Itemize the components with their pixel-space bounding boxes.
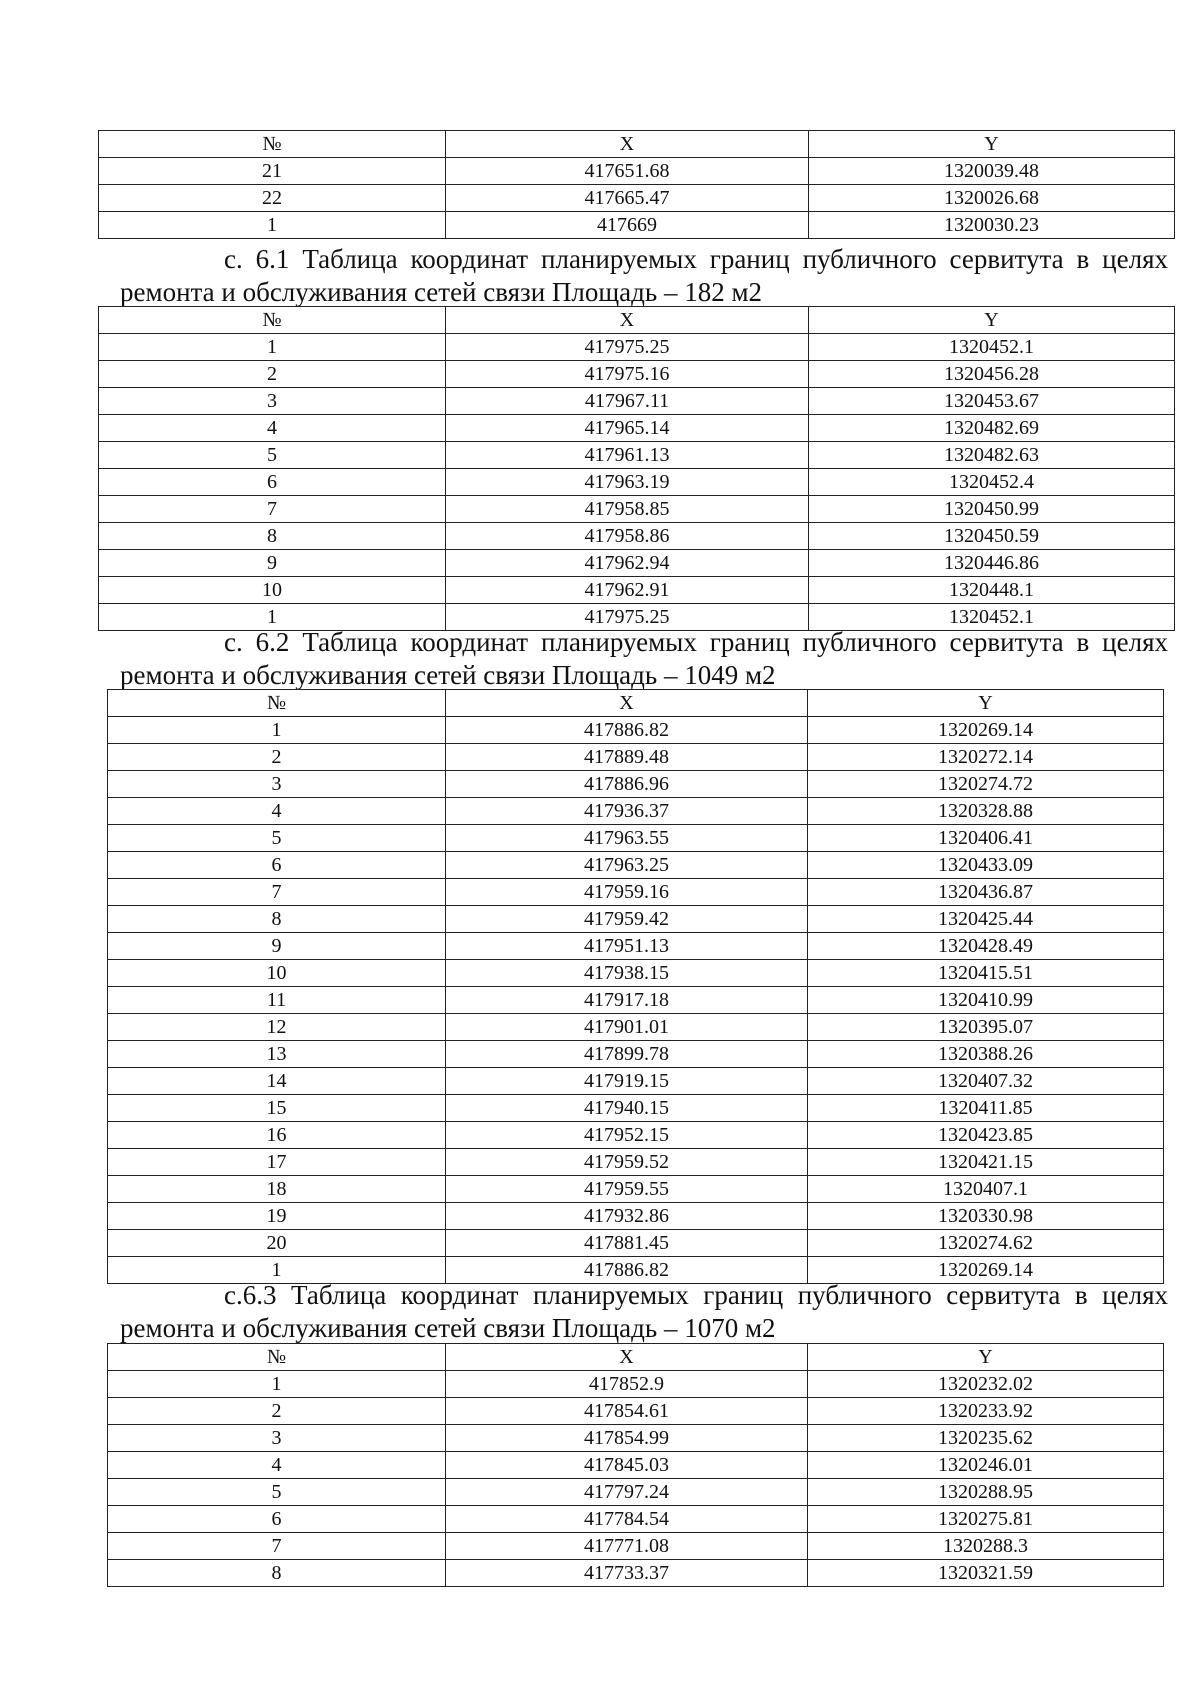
- table-row: [108, 1041, 1164, 1068]
- point-number: 6: [99, 469, 446, 496]
- caption-line: с. 6.2 Таблица координат планируемых границ публичного сервитута в целях: [224, 627, 1168, 657]
- table-row: [108, 987, 1164, 1014]
- point-number: 5: [108, 825, 446, 852]
- point-number: 10: [99, 577, 446, 604]
- y-coordinate: 1320415.51: [808, 960, 1164, 987]
- y-coordinate: 1320328.88: [808, 798, 1164, 825]
- y-coordinate: 1320448.1: [809, 577, 1175, 604]
- table-row: [99, 550, 1175, 577]
- y-coordinate: 1320428.49: [808, 933, 1164, 960]
- x-coordinate: 417967.11: [446, 388, 809, 415]
- point-number: 1: [108, 1371, 446, 1398]
- table-row: [108, 1149, 1164, 1176]
- point-number: 15: [108, 1095, 446, 1122]
- y-coordinate: 1320482.63: [809, 442, 1175, 469]
- x-coordinate: 417886.96: [446, 771, 808, 798]
- header-y: Y: [809, 131, 1175, 158]
- x-coordinate: 417889.48: [446, 744, 808, 771]
- x-coordinate: 417852.9: [446, 1371, 808, 1398]
- point-number: 6: [108, 852, 446, 879]
- point-number: 22: [99, 185, 446, 212]
- point-number: 1: [108, 1257, 446, 1284]
- table-body: [108, 717, 1164, 1284]
- point-number: 9: [99, 550, 446, 577]
- point-number: 9: [108, 933, 446, 960]
- section-caption-6-3: [120, 1279, 1168, 1345]
- point-number: 7: [108, 1533, 446, 1560]
- table-row: [108, 1479, 1164, 1506]
- section-caption-6-2: [120, 626, 1168, 692]
- header-x: X: [446, 1344, 808, 1371]
- coordinates-table-6-3: [107, 1343, 1164, 1587]
- table-row: [108, 1176, 1164, 1203]
- point-number: 6: [108, 1506, 446, 1533]
- point-number: 16: [108, 1122, 446, 1149]
- x-coordinate: 417958.85: [446, 496, 809, 523]
- x-coordinate: 417881.45: [446, 1230, 808, 1257]
- table-row: [108, 1425, 1164, 1452]
- table-row: [108, 1506, 1164, 1533]
- header-number: №: [99, 307, 446, 334]
- table-row: [99, 523, 1175, 550]
- point-number: 11: [108, 987, 446, 1014]
- point-number: 5: [99, 442, 446, 469]
- y-coordinate: 1320452.1: [809, 604, 1175, 631]
- x-coordinate: 417917.18: [446, 987, 808, 1014]
- y-coordinate: 1320410.99: [808, 987, 1164, 1014]
- point-number: 8: [108, 1560, 446, 1587]
- header-number: №: [108, 1344, 446, 1371]
- x-coordinate: 417959.42: [446, 906, 808, 933]
- table-row: [108, 933, 1164, 960]
- y-coordinate: 1320446.86: [809, 550, 1175, 577]
- header-x: X: [446, 307, 809, 334]
- section-caption-6-1: [120, 243, 1168, 309]
- point-number: 2: [108, 744, 446, 771]
- coordinates-table-6-1: [98, 306, 1175, 631]
- y-coordinate: 1320269.14: [808, 717, 1164, 744]
- table-body: [108, 1371, 1164, 1587]
- y-coordinate: 1320482.69: [809, 415, 1175, 442]
- x-coordinate: 417963.55: [446, 825, 808, 852]
- y-coordinate: 1320288.3: [808, 1533, 1164, 1560]
- header-y: Y: [808, 690, 1164, 717]
- x-coordinate: 417963.25: [446, 852, 808, 879]
- table-row: [99, 158, 1175, 185]
- x-coordinate: 417771.08: [446, 1533, 808, 1560]
- y-coordinate: 1320039.48: [809, 158, 1175, 185]
- table-row: [108, 1014, 1164, 1041]
- x-coordinate: 417961.13: [446, 442, 809, 469]
- table-row: [108, 1230, 1164, 1257]
- table-row: [108, 1533, 1164, 1560]
- point-number: 4: [99, 415, 446, 442]
- table-header-row: [99, 131, 1175, 158]
- point-number: 7: [99, 496, 446, 523]
- table-row: [108, 717, 1164, 744]
- point-number: 10: [108, 960, 446, 987]
- y-coordinate: 1320411.85: [808, 1095, 1164, 1122]
- x-coordinate: 417733.37: [446, 1560, 808, 1587]
- x-coordinate: 417899.78: [446, 1041, 808, 1068]
- x-coordinate: 417959.55: [446, 1176, 808, 1203]
- header-x: X: [446, 690, 808, 717]
- header-x: X: [446, 131, 809, 158]
- point-number: 14: [108, 1068, 446, 1095]
- y-coordinate: 1320453.67: [809, 388, 1175, 415]
- point-number: 5: [108, 1479, 446, 1506]
- point-number: 2: [108, 1398, 446, 1425]
- x-coordinate: 417952.15: [446, 1122, 808, 1149]
- table-row: [108, 1452, 1164, 1479]
- point-number: 1: [99, 604, 446, 631]
- y-coordinate: 1320388.26: [808, 1041, 1164, 1068]
- table-row: [108, 798, 1164, 825]
- caption-line: ремонта и обслуживания сетей связи Площадь – 182 м2: [120, 277, 763, 307]
- x-coordinate: 417936.37: [446, 798, 808, 825]
- x-coordinate: 417845.03: [446, 1452, 808, 1479]
- y-coordinate: 1320235.62: [808, 1425, 1164, 1452]
- point-number: 4: [108, 1452, 446, 1479]
- point-number: 3: [99, 388, 446, 415]
- y-coordinate: 1320450.99: [809, 496, 1175, 523]
- header-number: №: [108, 690, 446, 717]
- table-body: [99, 334, 1175, 631]
- x-coordinate: 417919.15: [446, 1068, 808, 1095]
- table-row: [99, 442, 1175, 469]
- y-coordinate: 1320436.87: [808, 879, 1164, 906]
- x-coordinate: 417959.16: [446, 879, 808, 906]
- caption-line: с. 6.1 Таблица координат планируемых границ публичного сервитута в целях: [224, 244, 1168, 274]
- table-row: [99, 334, 1175, 361]
- table-row: [108, 1095, 1164, 1122]
- table-row: [108, 1371, 1164, 1398]
- table-row: [99, 212, 1175, 239]
- y-coordinate: 1320456.28: [809, 361, 1175, 388]
- y-coordinate: 1320232.02: [808, 1371, 1164, 1398]
- table-row: [108, 1398, 1164, 1425]
- point-number: 1: [99, 334, 446, 361]
- x-coordinate: 417975.16: [446, 361, 809, 388]
- y-coordinate: 1320272.14: [808, 744, 1164, 771]
- table-row: [108, 771, 1164, 798]
- table-row: [99, 415, 1175, 442]
- x-coordinate: 417886.82: [446, 1257, 808, 1284]
- x-coordinate: 417965.14: [446, 415, 809, 442]
- y-coordinate: 1320407.1: [808, 1176, 1164, 1203]
- x-coordinate: 417975.25: [446, 334, 809, 361]
- x-coordinate: 417951.13: [446, 933, 808, 960]
- point-number: 13: [108, 1041, 446, 1068]
- y-coordinate: 1320269.14: [808, 1257, 1164, 1284]
- table-row: [108, 825, 1164, 852]
- x-coordinate: 417797.24: [446, 1479, 808, 1506]
- point-number: 3: [108, 771, 446, 798]
- table-row: [108, 1203, 1164, 1230]
- y-coordinate: 1320395.07: [808, 1014, 1164, 1041]
- y-coordinate: 1320330.98: [808, 1203, 1164, 1230]
- point-number: 4: [108, 798, 446, 825]
- table-row: [99, 577, 1175, 604]
- point-number: 8: [108, 906, 446, 933]
- point-number: 2: [99, 361, 446, 388]
- header-number: №: [99, 131, 446, 158]
- y-coordinate: 1320450.59: [809, 523, 1175, 550]
- table-row: [99, 496, 1175, 523]
- point-number: 7: [108, 879, 446, 906]
- y-coordinate: 1320275.81: [808, 1506, 1164, 1533]
- y-coordinate: 1320452.4: [809, 469, 1175, 496]
- point-number: 12: [108, 1014, 446, 1041]
- table-row: [99, 388, 1175, 415]
- table-row: [108, 1122, 1164, 1149]
- y-coordinate: 1320246.01: [808, 1452, 1164, 1479]
- y-coordinate: 1320321.59: [808, 1560, 1164, 1587]
- point-number: 17: [108, 1149, 446, 1176]
- y-coordinate: 1320407.32: [808, 1068, 1164, 1095]
- x-coordinate: 417886.82: [446, 717, 808, 744]
- y-coordinate: 1320406.41: [808, 825, 1164, 852]
- point-number: 21: [99, 158, 446, 185]
- y-coordinate: 1320425.44: [808, 906, 1164, 933]
- table-row: [108, 906, 1164, 933]
- x-coordinate: 417962.91: [446, 577, 809, 604]
- table-row: [108, 1068, 1164, 1095]
- x-coordinate: 417854.61: [446, 1398, 808, 1425]
- point-number: 3: [108, 1425, 446, 1452]
- y-coordinate: 1320433.09: [808, 852, 1164, 879]
- y-coordinate: 1320423.85: [808, 1122, 1164, 1149]
- x-coordinate: 417959.52: [446, 1149, 808, 1176]
- point-number: 20: [108, 1230, 446, 1257]
- point-number: 19: [108, 1203, 446, 1230]
- y-coordinate: 1320421.15: [808, 1149, 1164, 1176]
- x-coordinate: 417651.68: [446, 158, 809, 185]
- caption-line: ремонта и обслуживания сетей связи Площадь – 1049 м2: [120, 660, 776, 690]
- table-row: [108, 879, 1164, 906]
- table-row: [99, 361, 1175, 388]
- x-coordinate: 417665.47: [446, 185, 809, 212]
- table-row: [99, 469, 1175, 496]
- x-coordinate: 417962.94: [446, 550, 809, 577]
- table-row: [108, 852, 1164, 879]
- x-coordinate: 417958.86: [446, 523, 809, 550]
- y-coordinate: 1320274.72: [808, 771, 1164, 798]
- x-coordinate: 417938.15: [446, 960, 808, 987]
- y-coordinate: 1320452.1: [809, 334, 1175, 361]
- caption-line: с.6.3 Таблица координат планируемых границ публичного сервитута в целях: [224, 1280, 1168, 1310]
- header-y: Y: [808, 1344, 1164, 1371]
- x-coordinate: 417901.01: [446, 1014, 808, 1041]
- y-coordinate: 1320030.23: [809, 212, 1175, 239]
- y-coordinate: 1320233.92: [808, 1398, 1164, 1425]
- x-coordinate: 417784.54: [446, 1506, 808, 1533]
- point-number: 18: [108, 1176, 446, 1203]
- y-coordinate: 1320288.95: [808, 1479, 1164, 1506]
- header-y: Y: [809, 307, 1175, 334]
- caption-line: ремонта и обслуживания сетей связи Площадь – 1070 м2: [120, 1313, 776, 1343]
- x-coordinate: 417940.15: [446, 1095, 808, 1122]
- table-row: [108, 1560, 1164, 1587]
- table-header-row: [108, 1344, 1164, 1371]
- table-row: [108, 960, 1164, 987]
- x-coordinate: 417975.25: [446, 604, 809, 631]
- table-header-row: [108, 690, 1164, 717]
- y-coordinate: 1320026.68: [809, 185, 1175, 212]
- table-row: [99, 185, 1175, 212]
- x-coordinate: 417932.86: [446, 1203, 808, 1230]
- point-number: 1: [99, 212, 446, 239]
- point-number: 1: [108, 717, 446, 744]
- x-coordinate: 417669: [446, 212, 809, 239]
- y-coordinate: 1320274.62: [808, 1230, 1164, 1257]
- x-coordinate: 417854.99: [446, 1425, 808, 1452]
- coordinates-table-continued: [98, 130, 1175, 239]
- table-row: [108, 744, 1164, 771]
- coordinates-table-6-2: [107, 689, 1164, 1284]
- point-number: 8: [99, 523, 446, 550]
- table-header-row: [99, 307, 1175, 334]
- x-coordinate: 417963.19: [446, 469, 809, 496]
